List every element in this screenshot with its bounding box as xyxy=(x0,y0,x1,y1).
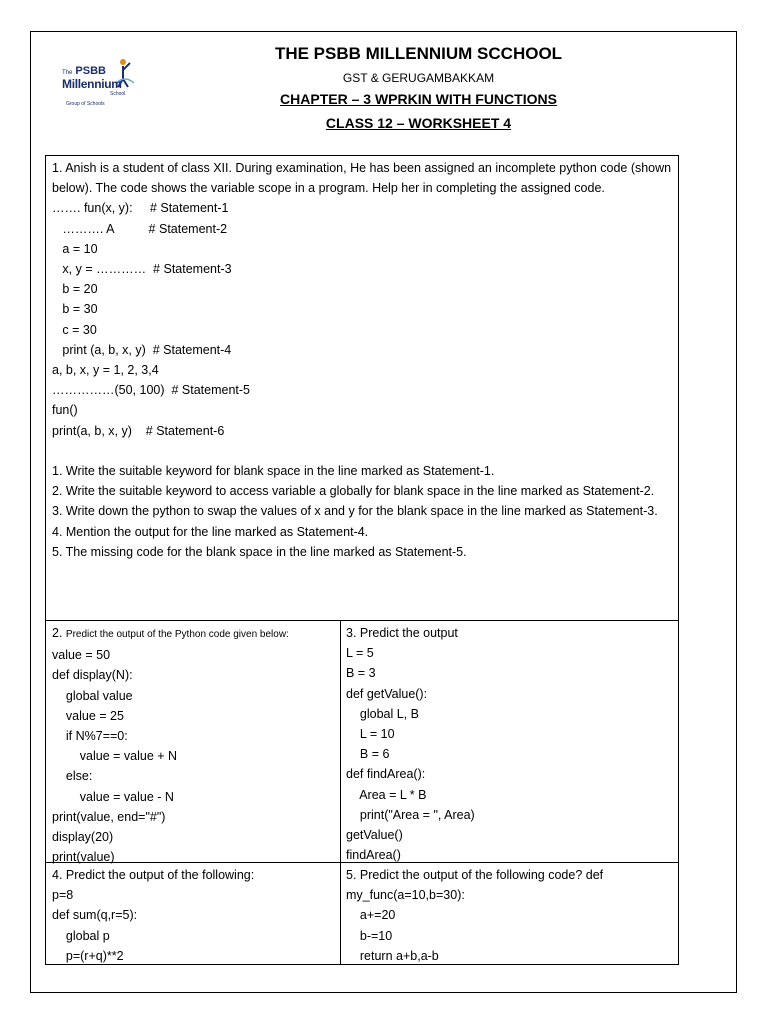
subquestion: 5. The missing code for the blank space in the line marked as Statement-5. xyxy=(52,544,467,559)
code-line: a = 10 xyxy=(52,241,98,256)
code-line: x, y = ………… # Statement-3 xyxy=(52,262,232,277)
question-1-subquestions xyxy=(52,461,672,562)
subquestion: 4. Mention the output for the line marked as Statement-4. xyxy=(52,524,369,539)
question-5-box xyxy=(340,862,679,965)
code-line: print(value, end="#") xyxy=(52,809,166,824)
code-line: ………. A # Statement-2 xyxy=(52,221,228,236)
chapter-title: CHAPTER – 3 WPRKIN WITH FUNCTIONS xyxy=(280,91,557,107)
code-line: global L, B xyxy=(346,706,419,721)
school-name: THE PSBB MILLENNIUM SCCHOOL xyxy=(274,44,563,63)
code-line: print (a, b, x, y) # Statement-4 xyxy=(52,342,232,357)
code-line: my_func(a=10,b=30): xyxy=(346,888,465,903)
code-line: Area = L * B xyxy=(346,787,427,802)
code-line: global p xyxy=(52,928,110,943)
question-2-box xyxy=(45,620,341,863)
question-5-title: 5. Predict the output of the following code? def xyxy=(346,868,604,882)
worksheet-header xyxy=(30,31,737,151)
code-line: L = 10 xyxy=(346,727,395,742)
campus-name: GST & GERUGAMBAKKAM xyxy=(342,71,495,85)
logo-millennium-text: Millennium xyxy=(62,77,122,91)
code-line: print(a, b, x, y) # Statement-6 xyxy=(52,423,225,438)
code-line: fun() xyxy=(52,403,78,418)
question-3-title: 3. Predict the output xyxy=(346,626,458,640)
worksheet-title: CLASS 12 – WORKSHEET 4 xyxy=(325,115,512,131)
code-line: def findArea(): xyxy=(346,767,426,782)
code-line: ……. fun(x, y): # Statement-1 xyxy=(52,201,229,216)
code-line: b-=10 xyxy=(346,928,393,943)
subquestion: 3. Write down the python to swap the values of x and y for the blank space in the line marked as Statement-3. xyxy=(52,504,658,519)
code-line: return a+b,a-b xyxy=(346,948,439,963)
question-1-code xyxy=(52,198,672,440)
question-1-box xyxy=(45,155,679,621)
code-line: B = 6 xyxy=(346,747,390,762)
code-line: L = 5 xyxy=(346,646,374,661)
code-line: value = value - N xyxy=(52,789,174,804)
code-line: getValue() xyxy=(346,828,403,843)
logo-psbb-text: The PSBB xyxy=(62,65,106,77)
code-line: def display(N): xyxy=(52,668,133,683)
code-line: value = value + N xyxy=(52,749,178,764)
question-2-title: 2. Predict the output of the Python code given below: xyxy=(52,626,289,640)
code-line: p=8 xyxy=(52,888,74,903)
code-line: b = 30 xyxy=(52,302,98,317)
code-line: else: xyxy=(52,769,93,784)
code-line: a, b, x, y = 1, 2, 3,4 xyxy=(52,363,159,378)
code-line: b = 20 xyxy=(52,282,98,297)
code-line: def sum(q,r=5): xyxy=(52,908,138,923)
question-3-box xyxy=(340,620,679,863)
logo-group-text: Group of Schools xyxy=(66,101,105,107)
question-1-intro: 1. Anish is a student of class XII. During examination, He has been assigned an incomplete python code (shown below). The code shows the variable scope in a program. Help her in completing the assigned code. xyxy=(52,161,672,196)
code-line: findArea() xyxy=(346,848,401,863)
code-line: global value xyxy=(52,688,133,703)
subquestion: 1. Write the suitable keyword for blank space in the line marked as Statement-1. xyxy=(52,464,495,479)
code-line: c = 30 xyxy=(52,322,97,337)
code-line: value = 25 xyxy=(52,708,124,723)
code-line: def getValue(): xyxy=(346,686,428,701)
code-line: ……………(50, 100) # Statement-5 xyxy=(52,383,250,398)
subquestion: 2. Write the suitable keyword to access variable a globally for blank space in the line marked as Statement-2. xyxy=(52,484,655,499)
code-line: print(value) xyxy=(52,850,115,865)
code-line: display(20) xyxy=(52,830,114,845)
question-4-box xyxy=(45,862,341,965)
logo-school-text: School xyxy=(110,91,126,97)
code-line: value = 50 xyxy=(52,648,111,663)
code-line: p=(r+q)**2 xyxy=(52,948,124,963)
question-4-title: 4. Predict the output of the following: xyxy=(52,868,255,882)
code-line: if N%7==0: xyxy=(52,729,128,744)
code-line: B = 3 xyxy=(346,666,376,681)
code-line: print("Area = ", Area) xyxy=(346,807,475,822)
code-line: a+=20 xyxy=(346,908,396,923)
